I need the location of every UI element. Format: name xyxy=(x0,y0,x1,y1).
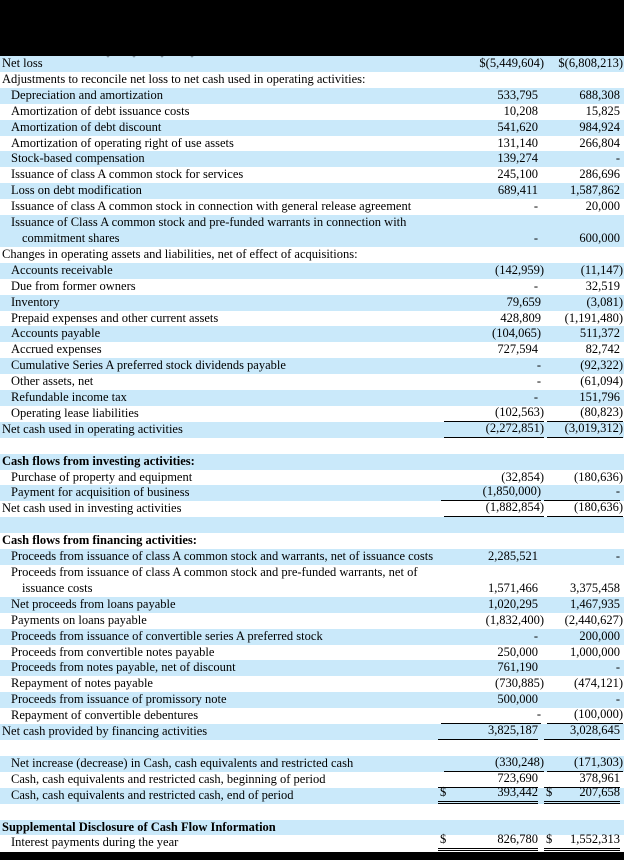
table-row xyxy=(0,533,624,549)
amount-col2: (180,636) xyxy=(574,469,623,484)
row-label: Supplemental Disclosure of Cash Flow Information xyxy=(2,819,276,834)
amount-col1: 250,000 xyxy=(497,644,538,659)
amount-col2: (100,000) xyxy=(547,708,623,724)
row-label-line2: commitment shares xyxy=(22,230,120,245)
amount-col2: (80,823) xyxy=(547,406,623,422)
amount-col2: (1,191,480) xyxy=(564,310,623,325)
row-label-line1: Issuance of Class A common stock and pre-funded warrants in connection with xyxy=(11,215,407,230)
amount-col2 xyxy=(544,72,620,88)
currency-symbol: $ xyxy=(440,784,447,799)
amount-col1: - xyxy=(533,230,538,245)
row-label: Due from former owners xyxy=(11,278,136,293)
table-row xyxy=(0,708,624,724)
redacted-header-band xyxy=(0,0,624,56)
amount-col1: (1,850,000) xyxy=(441,485,541,501)
amount-col1: 428,809 xyxy=(500,310,541,325)
amount-col2: 600,000 xyxy=(579,230,620,245)
amount-col1: - xyxy=(536,374,541,389)
spacer-row xyxy=(0,517,624,533)
amount-col2: 1,587,862 xyxy=(570,183,620,198)
amount-value: 826,780 xyxy=(497,832,538,847)
amount-col2: 20,000 xyxy=(585,199,620,214)
amount-col2: (180,636) xyxy=(547,501,623,517)
amount-col1 xyxy=(438,832,538,851)
table-row xyxy=(0,199,624,215)
row-label: Net cash provided by financing activities xyxy=(2,724,208,739)
row-label: Repayment of notes payable xyxy=(11,676,153,691)
amount-col2: 3,375,458 xyxy=(570,580,620,595)
table-row xyxy=(0,597,624,613)
row-label: Operating lease liabilities xyxy=(11,405,139,420)
amount-col1: 723,690 xyxy=(438,772,538,788)
table-row xyxy=(0,326,624,342)
table-row xyxy=(0,756,624,772)
amount-col1: (2,272,851) xyxy=(444,422,544,438)
table-row xyxy=(0,660,624,676)
cash-flow-table xyxy=(0,56,624,852)
amount-col2: - xyxy=(615,692,620,707)
row-label: Cash flows from financing activities: xyxy=(2,533,197,548)
row-label: Payments on loans payable xyxy=(11,612,147,627)
table-row xyxy=(0,263,624,279)
amount-col2: 15,825 xyxy=(585,103,620,118)
amount-col1: 541,620 xyxy=(497,119,538,134)
table-row xyxy=(0,485,624,501)
amount-col2: - xyxy=(615,549,620,564)
row-label: Proceeds from notes payable, net of discount xyxy=(11,660,236,675)
amount-col1: 79,659 xyxy=(506,294,541,309)
amount-col1: 3,825,187 xyxy=(438,724,538,740)
amount-col1: (32,854) xyxy=(501,469,544,484)
table-row xyxy=(0,56,624,72)
amount-col2 xyxy=(544,247,620,263)
table-row xyxy=(0,295,624,311)
amount-col1: 139,274 xyxy=(497,151,538,166)
row-label: Refundable income tax xyxy=(11,390,127,405)
currency-symbol: $ xyxy=(546,832,553,847)
amount-col1: (730,885) xyxy=(495,676,544,691)
table-row xyxy=(0,406,624,422)
amount-col2: 1,467,935 xyxy=(570,596,620,611)
amount-col1: 761,190 xyxy=(497,660,538,675)
table-row xyxy=(0,151,624,167)
amount-col2: (474,121) xyxy=(574,676,623,691)
amount-col2 xyxy=(544,832,620,851)
row-label: Prepaid expenses and other current assets xyxy=(11,310,219,325)
amount-col1: (102,563) xyxy=(444,406,544,422)
amount-col2: 511,372 xyxy=(579,326,620,341)
table-row xyxy=(0,784,624,804)
row-label: Other assets, net xyxy=(11,374,94,389)
amount-col2: 32,519 xyxy=(585,278,620,293)
row-label: Repayment of convertible debentures xyxy=(11,708,199,723)
amount-col1 xyxy=(438,72,538,88)
amount-col2: 1,000,000 xyxy=(570,644,620,659)
table-row xyxy=(0,120,624,136)
row-label xyxy=(0,565,438,597)
table-row xyxy=(0,247,624,263)
amount-col2: (3,019,312) xyxy=(547,422,623,438)
row-label: Accrued expenses xyxy=(11,342,102,357)
amount-col1: (104,065) xyxy=(492,326,541,341)
amount-col1: (142,959) xyxy=(495,262,544,277)
row-label: Issuance of class A common stock for services xyxy=(11,167,244,182)
amount-col1: - xyxy=(533,390,538,405)
row-label: Net proceeds from loans payable xyxy=(11,596,176,611)
amount-col1: (330,248) xyxy=(444,756,544,772)
row-label-line1: Proceeds from issuance of class A common stock and pre-funded warrants, net of xyxy=(11,565,418,580)
row-label: Proceeds from issuance of class A common stock and warrants, net of issuance costs xyxy=(11,549,434,564)
amount-col1: (1,882,854) xyxy=(444,501,544,517)
table-row xyxy=(0,692,624,708)
table-row xyxy=(0,613,624,629)
row-label: Amortization of operating right of use assets xyxy=(11,135,234,150)
table-row xyxy=(0,358,624,374)
amount-col1: - xyxy=(533,199,538,214)
amount-col1: - xyxy=(533,628,538,643)
amount-col2: 266,804 xyxy=(579,135,620,150)
table-row xyxy=(0,422,624,438)
table-row xyxy=(0,136,624,152)
table-row xyxy=(0,470,624,486)
table-row xyxy=(0,390,624,406)
amount-col1: 689,411 xyxy=(497,183,538,198)
amount-col1: 2,285,521 xyxy=(488,549,538,564)
table-row xyxy=(0,215,624,247)
amount-col2: 82,742 xyxy=(585,342,620,357)
amount-col1: (1,832,400) xyxy=(485,612,544,627)
row-label: Cash flows from investing activities: xyxy=(2,453,195,468)
row-label: Proceeds from issuance of convertible series A preferred stock xyxy=(11,628,323,643)
amount-col1 xyxy=(438,454,538,470)
table-row xyxy=(0,342,624,358)
amount-col1: 131,140 xyxy=(497,135,538,150)
row-label: Net cash used in investing activities xyxy=(2,501,182,516)
amount-col2: 688,308 xyxy=(579,87,620,102)
table-row xyxy=(0,501,624,517)
amount-col1 xyxy=(438,247,538,263)
row-label: Stock-based compensation xyxy=(11,151,145,166)
cropped-text-artifact xyxy=(104,56,214,59)
amount-col2 xyxy=(544,454,620,470)
amount-col2: - xyxy=(615,151,620,166)
spacer-row xyxy=(0,804,624,820)
row-label: Issuance of class A common stock in connection with general release agreement xyxy=(11,199,412,214)
row-label: Cash, cash equivalents and restricted cash, end of period xyxy=(11,787,294,802)
currency-symbol: $ xyxy=(546,784,553,799)
amount-col1: 727,594 xyxy=(497,342,538,357)
amount-col1: 1,020,295 xyxy=(488,596,538,611)
row-label: Adjustments to reconcile net loss to net cash used in operating activities: xyxy=(2,71,366,86)
amount-col1: 1,571,466 xyxy=(488,580,538,595)
row-label: Accounts payable xyxy=(11,326,101,341)
row-label: Proceeds from convertible notes payable xyxy=(11,644,215,659)
amount-col2: (92,322) xyxy=(580,358,623,373)
row-label: Net increase (decrease) in Cash, cash equivalents and restricted cash xyxy=(11,755,354,770)
amount-col2: (2,440,627) xyxy=(564,612,623,627)
table-row xyxy=(0,311,624,327)
row-label: Cash, cash equivalents and restricted cash, beginning of period xyxy=(11,771,326,786)
row-label: Depreciation and amortization xyxy=(11,87,164,102)
amount-col1: - xyxy=(533,278,538,293)
row-label: Accounts receivable xyxy=(11,262,113,277)
amount-col1: 533,795 xyxy=(497,87,538,102)
amount-col2: 378,961 xyxy=(544,772,620,788)
amount-col2: 151,796 xyxy=(579,390,620,405)
amount-col1: 245,100 xyxy=(497,167,538,182)
table-row xyxy=(0,832,624,851)
table-row xyxy=(0,183,624,199)
redacted-footer-band xyxy=(0,852,624,860)
amount-col1 xyxy=(438,533,538,549)
row-label: Payment for acquisition of business xyxy=(11,485,190,500)
row-label: Inventory xyxy=(11,294,60,309)
amount-col2 xyxy=(544,533,620,549)
amount-value: 207,658 xyxy=(579,784,620,799)
table-row xyxy=(0,72,624,88)
table-row xyxy=(0,374,624,390)
amount-col1: - xyxy=(441,708,541,724)
row-label: Proceeds from issuance of promissory note xyxy=(11,692,227,707)
table-row xyxy=(0,279,624,295)
row-label-line2: issuance costs xyxy=(22,580,93,595)
amount-value: 393,442 xyxy=(497,784,538,799)
row-label: Interest payments during the year xyxy=(11,835,179,850)
row-label: Net cash used in operating activities xyxy=(2,421,183,436)
table-row xyxy=(0,645,624,661)
row-label xyxy=(0,215,438,247)
amount-col2: 200,000 xyxy=(579,628,620,643)
row-label: Cumulative Series A preferred stock dividends payable xyxy=(11,358,286,373)
spacer-row xyxy=(0,740,624,756)
amount-col2: 984,924 xyxy=(579,119,620,134)
table-row xyxy=(0,676,624,692)
currency-symbol: $ xyxy=(440,832,447,847)
row-label: Amortization of debt discount xyxy=(11,119,162,134)
amount-col1: 500,000 xyxy=(497,692,538,707)
spacer-row xyxy=(0,438,624,454)
amount-col2: (3,081) xyxy=(586,294,623,309)
amount-col2: (171,303) xyxy=(547,756,623,772)
amount-col2: 3,028,645 xyxy=(544,724,620,740)
amount-col1: $(5,449,604) xyxy=(479,55,544,70)
table-row xyxy=(0,565,624,597)
row-label: Loss on debt modification xyxy=(11,183,142,198)
table-row xyxy=(0,549,624,565)
amount-col2: - xyxy=(615,660,620,675)
amount-col2: $(6,808,213) xyxy=(558,55,623,70)
row-label: Purchase of property and equipment xyxy=(11,469,193,484)
table-row xyxy=(0,629,624,645)
row-label: Net loss xyxy=(2,56,43,70)
amount-col2: (11,147) xyxy=(580,262,623,277)
amount-col2 xyxy=(544,784,620,804)
table-row xyxy=(0,454,624,470)
amount-col2: - xyxy=(544,485,620,501)
table-row xyxy=(0,88,624,104)
table-row xyxy=(0,167,624,183)
amount-col1 xyxy=(438,784,538,804)
amount-col2: 286,696 xyxy=(579,167,620,182)
table-row xyxy=(0,104,624,120)
amount-col1: - xyxy=(536,358,541,373)
amount-col1: 10,208 xyxy=(503,103,538,118)
table-row xyxy=(0,724,624,740)
amount-value: 1,552,313 xyxy=(570,832,620,847)
row-label: Changes in operating assets and liabilities, net of effect of acquisitions: xyxy=(2,246,358,261)
amount-col2: (61,094) xyxy=(580,374,623,389)
row-label: Amortization of debt issuance costs xyxy=(11,103,190,118)
